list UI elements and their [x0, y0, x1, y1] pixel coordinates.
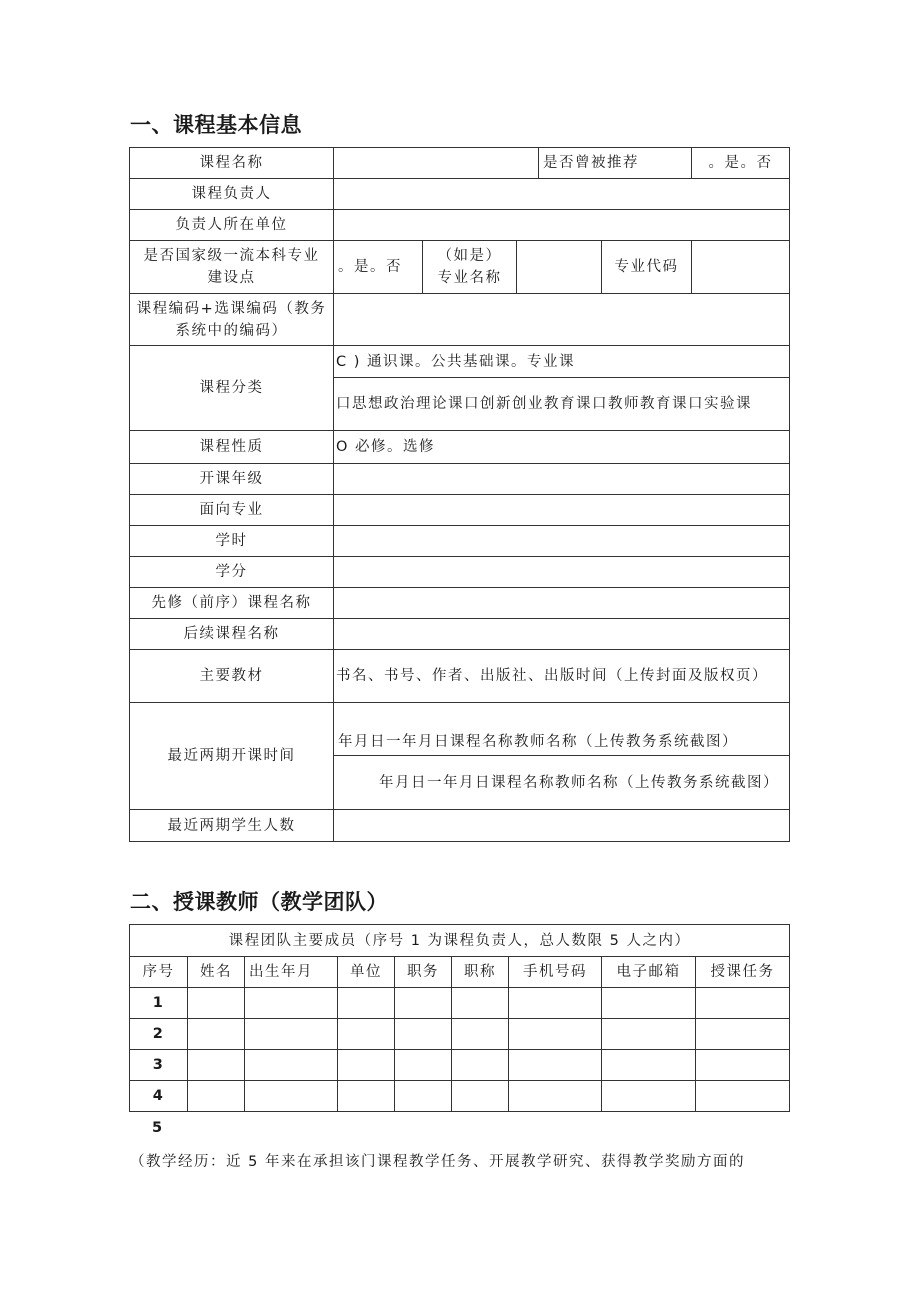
col-header: 出生年月 — [245, 957, 338, 988]
name-cell[interactable] — [188, 1081, 245, 1112]
row-number: 1 — [130, 988, 188, 1019]
email-cell[interactable] — [602, 988, 696, 1019]
position-cell[interactable] — [395, 988, 452, 1019]
unit-cell[interactable] — [338, 1019, 395, 1050]
birth-cell[interactable] — [245, 988, 338, 1019]
position-cell[interactable] — [395, 1019, 452, 1050]
team-caption: 课程团队主要成员（序号 1 为课程负责人，总人数限 5 人之内） — [130, 925, 790, 957]
leader-label: 课程负责人 — [130, 179, 334, 210]
recent-time-row2[interactable]: 年月日一年月日课程名称教师名称（上传教务系统截图） — [334, 756, 790, 810]
task-cell[interactable] — [696, 1050, 790, 1081]
row-number: 2 — [130, 1019, 188, 1050]
title-cell[interactable] — [452, 988, 509, 1019]
name-cell[interactable] — [188, 1019, 245, 1050]
email-cell[interactable] — [602, 1050, 696, 1081]
col-header: 电子邮箱 — [602, 957, 696, 988]
name-cell[interactable] — [188, 1050, 245, 1081]
category-label: 课程分类 — [130, 346, 334, 431]
leader-unit-label: 负责人所在单位 — [130, 210, 334, 241]
position-cell[interactable] — [395, 1050, 452, 1081]
recommended-label: 是否曾被推荐 — [539, 148, 692, 179]
table-row — [130, 1050, 790, 1081]
course-name-label: 课程名称 — [130, 148, 334, 179]
birth-cell[interactable] — [245, 1019, 338, 1050]
col-header: 序号 — [130, 957, 188, 988]
section2-heading: 二、授课教师（教学团队） — [130, 890, 388, 914]
prerequisite-label: 先修（前序）课程名称 — [130, 588, 334, 619]
course-code-field[interactable] — [334, 294, 790, 346]
hours-field[interactable] — [334, 526, 790, 557]
title-cell[interactable] — [452, 1081, 509, 1112]
textbook-hint[interactable]: 书名、书号、作者、出版社、出版时间（上传封面及版权页） — [334, 650, 790, 703]
phone-cell[interactable] — [509, 1019, 602, 1050]
table-row — [130, 1019, 790, 1050]
title-cell[interactable] — [452, 1050, 509, 1081]
team-table — [129, 924, 790, 1112]
birth-cell[interactable] — [245, 1050, 338, 1081]
col-header: 手机号码 — [509, 957, 602, 988]
row-number: 4 — [130, 1081, 188, 1112]
recommended-options[interactable]: 。是。否 — [692, 148, 790, 179]
table-row — [130, 988, 790, 1019]
unit-cell[interactable] — [338, 988, 395, 1019]
name-cell[interactable] — [188, 988, 245, 1019]
target-major-field[interactable] — [334, 495, 790, 526]
major-code-label: 专业代码 — [602, 241, 692, 294]
grade-field[interactable] — [334, 464, 790, 495]
table-row — [130, 1081, 790, 1112]
task-cell[interactable] — [696, 988, 790, 1019]
phone-cell[interactable] — [509, 1050, 602, 1081]
target-major-label: 面向专业 — [130, 495, 334, 526]
national-label: 是否国家级一流本科专业建设点 — [130, 241, 334, 294]
email-cell[interactable] — [602, 1081, 696, 1112]
course-name-field[interactable] — [334, 148, 539, 179]
phone-cell[interactable] — [509, 1081, 602, 1112]
task-cell[interactable] — [696, 1019, 790, 1050]
followup-field[interactable] — [334, 619, 790, 650]
major-code-field[interactable] — [692, 241, 790, 294]
credits-label: 学分 — [130, 557, 334, 588]
col-header: 职称 — [452, 957, 509, 988]
grade-label: 开课年级 — [130, 464, 334, 495]
task-cell[interactable] — [696, 1081, 790, 1112]
credits-field[interactable] — [334, 557, 790, 588]
teaching-experience-note: （教学经历：近 5 年来在承担该门课程教学任务、开展教学研究、获得教学奖励方面的 — [130, 1154, 745, 1170]
col-header: 授课任务 — [696, 957, 790, 988]
phone-cell[interactable] — [509, 988, 602, 1019]
followup-label: 后续课程名称 — [130, 619, 334, 650]
nature-label: 课程性质 — [130, 431, 334, 464]
course-code-label: 课程编码+选课编码（教务系统中的编码） — [130, 294, 334, 346]
prerequisite-field[interactable] — [334, 588, 790, 619]
category-options-row1[interactable]: C ) 通识课。公共基础课。专业课 — [334, 346, 790, 378]
email-cell[interactable] — [602, 1019, 696, 1050]
recent-time-label: 最近两期开课时间 — [130, 703, 334, 810]
position-cell[interactable] — [395, 1081, 452, 1112]
national-options[interactable]: 。是。否 — [334, 241, 423, 294]
col-header: 姓名 — [188, 957, 245, 988]
hours-label: 学时 — [130, 526, 334, 557]
row-number-5: 5 — [152, 1120, 164, 1136]
birth-cell[interactable] — [245, 1081, 338, 1112]
category-options-row2[interactable]: 口思想政治理论课口创新创业教育课口教师教育课口实验课 — [334, 378, 790, 431]
recent-students-field[interactable] — [334, 810, 790, 842]
title-cell[interactable] — [452, 1019, 509, 1050]
textbook-label: 主要教材 — [130, 650, 334, 703]
major-name-field[interactable] — [517, 241, 602, 294]
unit-cell[interactable] — [338, 1081, 395, 1112]
row-number: 3 — [130, 1050, 188, 1081]
major-name-label: （如是）专业名称 — [423, 241, 517, 294]
recent-students-label: 最近两期学生人数 — [130, 810, 334, 842]
leader-unit-field[interactable] — [334, 210, 790, 241]
leader-field[interactable] — [334, 179, 790, 210]
nature-options[interactable]: O 必修。选修 — [334, 431, 790, 464]
recent-time-row1[interactable]: 年月日一年月日课程名称教师名称（上传教务系统截图） — [334, 703, 790, 756]
section1-heading: 一、课程基本信息 — [130, 113, 302, 137]
col-header: 单位 — [338, 957, 395, 988]
unit-cell[interactable] — [338, 1050, 395, 1081]
course-info-table — [129, 147, 790, 842]
col-header: 职务 — [395, 957, 452, 988]
